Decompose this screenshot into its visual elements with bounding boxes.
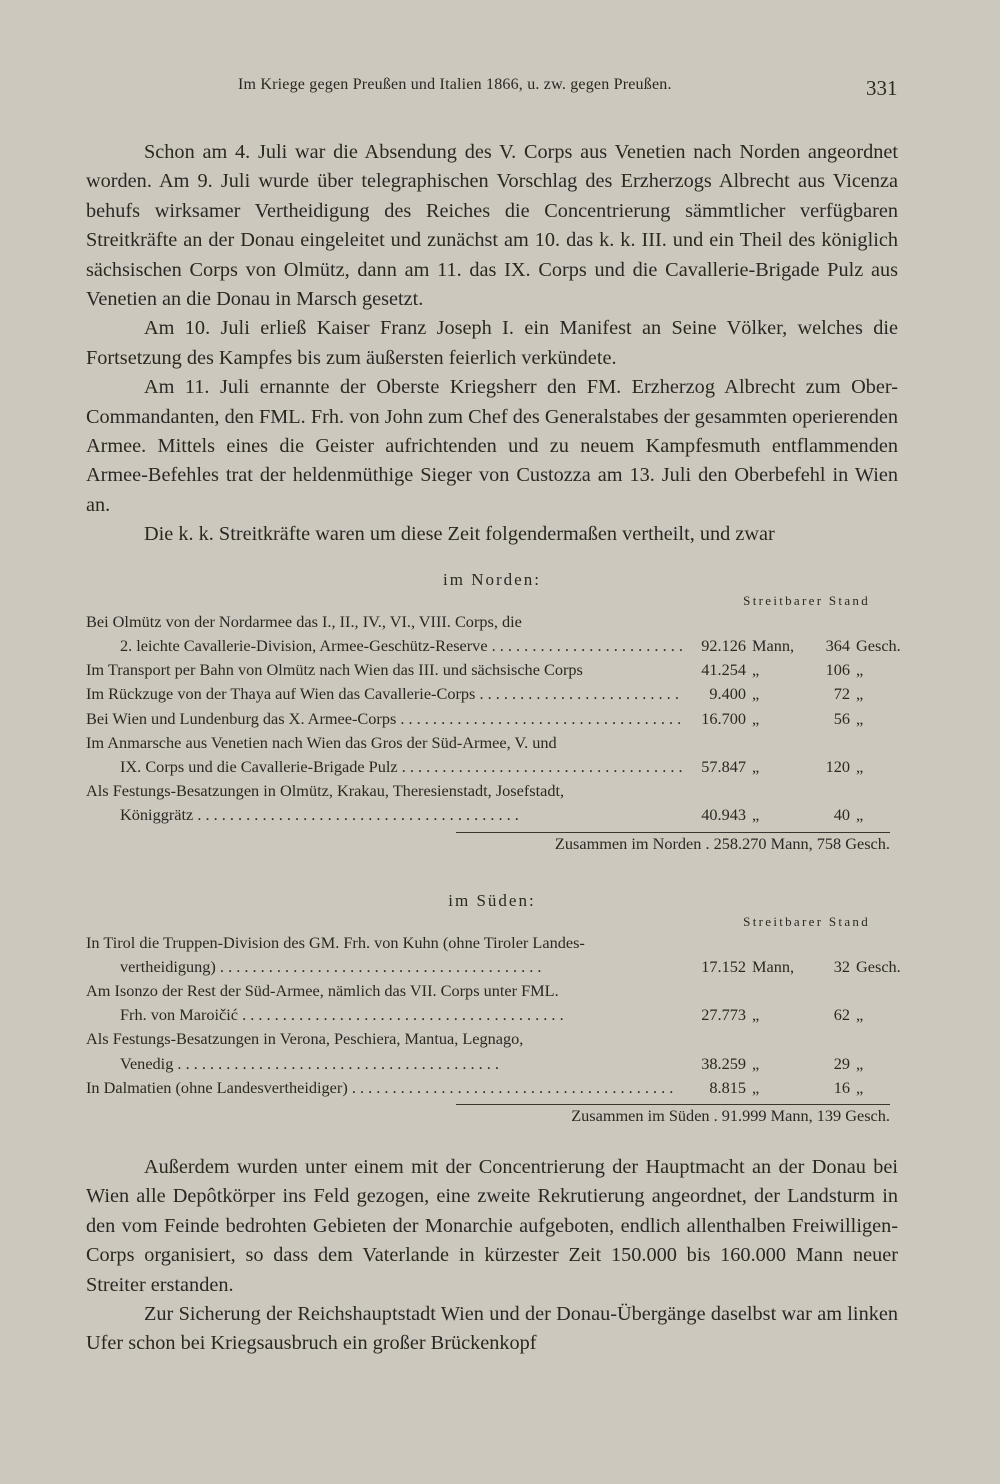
row-label: Im Transport per Bahn von Olmütz nach Wien das III. und sächsische Corps: [86, 660, 583, 680]
mann-value: 40.943: [701, 805, 746, 825]
table-row: [86, 931, 898, 955]
page-number: 331: [866, 76, 898, 100]
paragraph: Außerdem wurden unter einem mit der Concentrierung der Hauptmacht an der Donau bei Wien alle Depôtkörper ins Feld gezogen, eine zweite Rekrutierung angeordnet, der Landsturm in den vom Feinde bedrohten Gebieten der Monarchie aufgeboten, endlich allenthalben Freiwilligen-Corps organisiert, so dass dem Vaterlande in kürzester Zeit 150.000 bis 160.000 Mann neuer Streiter erstanden.: [86, 1155, 898, 1296]
table-row: [86, 1052, 898, 1076]
section-heading-north: im Norden:: [443, 569, 541, 589]
sum-row-north: Zusammen im Norden . 258.270 Mann, 758 Gesch.: [554, 833, 890, 853]
table-row: [86, 731, 898, 755]
gesch-unit: „: [856, 684, 864, 704]
gesch-value: 16: [833, 1077, 850, 1097]
mann-unit: „: [752, 708, 760, 728]
paragraph: Schon am 4. Juli war die Absendung des V. Corps aus Venetien nach Norden angeordnet worden. Am 9. Juli wurde über telegraphischen Vorschlag des Erzherzogs Albrecht aus Vicenza behufs wirksamer Vertheidigung des Reiches die Concentrierung sämmtlicher verfügbaren Streitkräfte an der Donau eingeleitet und zunächst am 10. das k. k. III. und ein Theil des königlich sächsischen Corps von Olmütz, dann am 11. das IX. Corps und die Cavallerie-Brigade Pulz aus Venetien an die Donau in Marsch gesetzt.: [86, 141, 898, 311]
mann-unit: „: [752, 1053, 760, 1073]
table-row: [86, 707, 898, 731]
table-row: [86, 658, 898, 682]
column-header: Streitbarer Stand: [743, 592, 870, 608]
gesch-unit: „: [856, 1053, 864, 1073]
table-row: [86, 1027, 898, 1051]
sum-row-south: Zusammen im Süden . 91.999 Mann, 139 Gesch.: [571, 1105, 890, 1125]
gesch-unit: Gesch.: [856, 635, 901, 655]
mann-unit: „: [752, 1005, 760, 1025]
column-header: Streitbarer Stand: [743, 913, 870, 929]
row-label: Frh. von Maroičić . . .: [86, 1003, 682, 1027]
mann-unit: „: [752, 660, 760, 680]
row-label: In Dalmatien (ohne Landesvertheidiger) . . .: [86, 1076, 682, 1100]
page-body: [86, 138, 901, 1359]
gesch-unit: „: [856, 1005, 864, 1025]
table-row: [86, 755, 898, 779]
row-label: Als Festungs-Besatzungen in Olmütz, Krakau, Theresienstadt, Josefstadt,: [86, 781, 565, 801]
gesch-value: 62: [833, 1005, 850, 1025]
table-row: [86, 803, 898, 827]
row-label: vertheidigung) . . .: [86, 955, 682, 979]
row-label: Venedig . . .: [86, 1052, 682, 1076]
gesch-value: 40: [833, 805, 850, 825]
table-row: [86, 634, 901, 658]
gesch-unit: „: [856, 805, 864, 825]
table-row: [86, 955, 901, 979]
row-label: Königgrätz . . .: [86, 803, 682, 827]
gesch-value: 72: [833, 684, 850, 704]
gesch-unit: Gesch.: [856, 956, 901, 976]
paragraph: Am 10. Juli erließ Kaiser Franz Joseph I. ein Manifest an Seine Völker, welches die Fortsetzung des Kampfes bis zum äußersten feierlich verkündete.: [86, 317, 898, 369]
mann-unit: „: [752, 805, 760, 825]
gesch-value: 364: [825, 635, 850, 655]
gesch-unit: „: [856, 756, 864, 776]
mann-value: 38.259: [701, 1053, 746, 1073]
mann-value: 9.400: [709, 684, 746, 704]
section-heading-south: im Süden:: [448, 890, 536, 910]
gesch-value: 106: [825, 660, 850, 680]
mann-value: 16.700: [701, 708, 746, 728]
mann-unit: „: [752, 684, 760, 704]
troop-table-north: [86, 610, 901, 855]
gesch-value: 32: [833, 956, 850, 976]
mann-unit: Mann,: [752, 956, 795, 976]
mann-value: 92.126: [701, 635, 746, 655]
mann-unit: Mann,: [752, 635, 795, 655]
mann-value: 17.152: [701, 956, 746, 976]
table-row: [86, 1076, 898, 1100]
paragraph: Am 11. Juli ernannte der Oberste Kriegsherr den FM. Erzherzog Albrecht zum Ober-Commandanten, den FML. Frh. von John zum Chef des Generalstabes der gesammten operierenden Armee. Mittels eines die Geister aufrichtenden und zu neuem Kampfesmuth entflammenden Armee-Befehles trat der heldenmüthige Sieger von Custozza am 13. Juli den Oberbefehl in Wien an.: [86, 376, 898, 516]
row-label: In Tirol die Truppen-Division des GM. Frh. von Kuhn (ohne Tiroler Landes-: [86, 932, 585, 952]
mann-value: 27.773: [701, 1005, 746, 1025]
row-label: IX. Corps und die Cavallerie-Brigade Pulz . . .: [86, 755, 682, 779]
gesch-unit: „: [856, 660, 864, 680]
troop-table-south: [86, 931, 901, 1127]
gesch-unit: „: [856, 1077, 864, 1097]
paragraph: Die k. k. Streitkräfte waren um diese Zeit folgendermaßen vertheilt, und zwar: [144, 523, 775, 546]
mann-value: 41.254: [701, 660, 746, 680]
table-row: [86, 779, 898, 803]
mann-value: 57.847: [701, 756, 746, 776]
table-row: [86, 1003, 898, 1027]
mann-unit: „: [752, 1077, 760, 1097]
mann-value: 8.815: [709, 1077, 746, 1097]
row-label: Im Anmarsche aus Venetien nach Wien das Gros der Süd-Armee, V. und: [86, 732, 557, 752]
gesch-unit: „: [856, 708, 864, 728]
row-label: 2. leichte Cavallerie-Division, Armee-Geschütz-Reserve . . .: [86, 634, 682, 658]
table-row: [86, 682, 898, 706]
running-title: Im Kriege gegen Preußen und Italien 1866, u. zw. gegen Preußen.: [238, 76, 672, 93]
row-label: Als Festungs-Besatzungen in Verona, Peschiera, Mantua, Legnago,: [86, 1029, 524, 1049]
running-header: [0, 76, 1000, 106]
gesch-value: 56: [833, 708, 850, 728]
paragraph: Zur Sicherung der Reichshauptstadt Wien und der Donau-Übergänge daselbst war am linken Ufer schon bei Kriegsausbruch ein großer Brückenkopf: [86, 1302, 898, 1355]
gesch-value: 120: [825, 756, 850, 776]
gesch-value: 29: [833, 1053, 850, 1073]
row-label: Im Rückzuge von der Thaya auf Wien das Cavallerie-Corps . . .: [86, 682, 682, 706]
row-label: Am Isonzo der Rest der Süd-Armee, nämlich das VII. Corps unter FML.: [86, 980, 559, 1000]
table-row: [86, 610, 898, 634]
table-row: [86, 979, 898, 1003]
row-label: Bei Olmütz von der Nordarmee das I., II., IV., VI., VIII. Corps, die: [86, 611, 522, 631]
row-label: Bei Wien und Lundenburg das X. Armee-Corps . . .: [86, 707, 682, 731]
mann-unit: „: [752, 756, 760, 776]
